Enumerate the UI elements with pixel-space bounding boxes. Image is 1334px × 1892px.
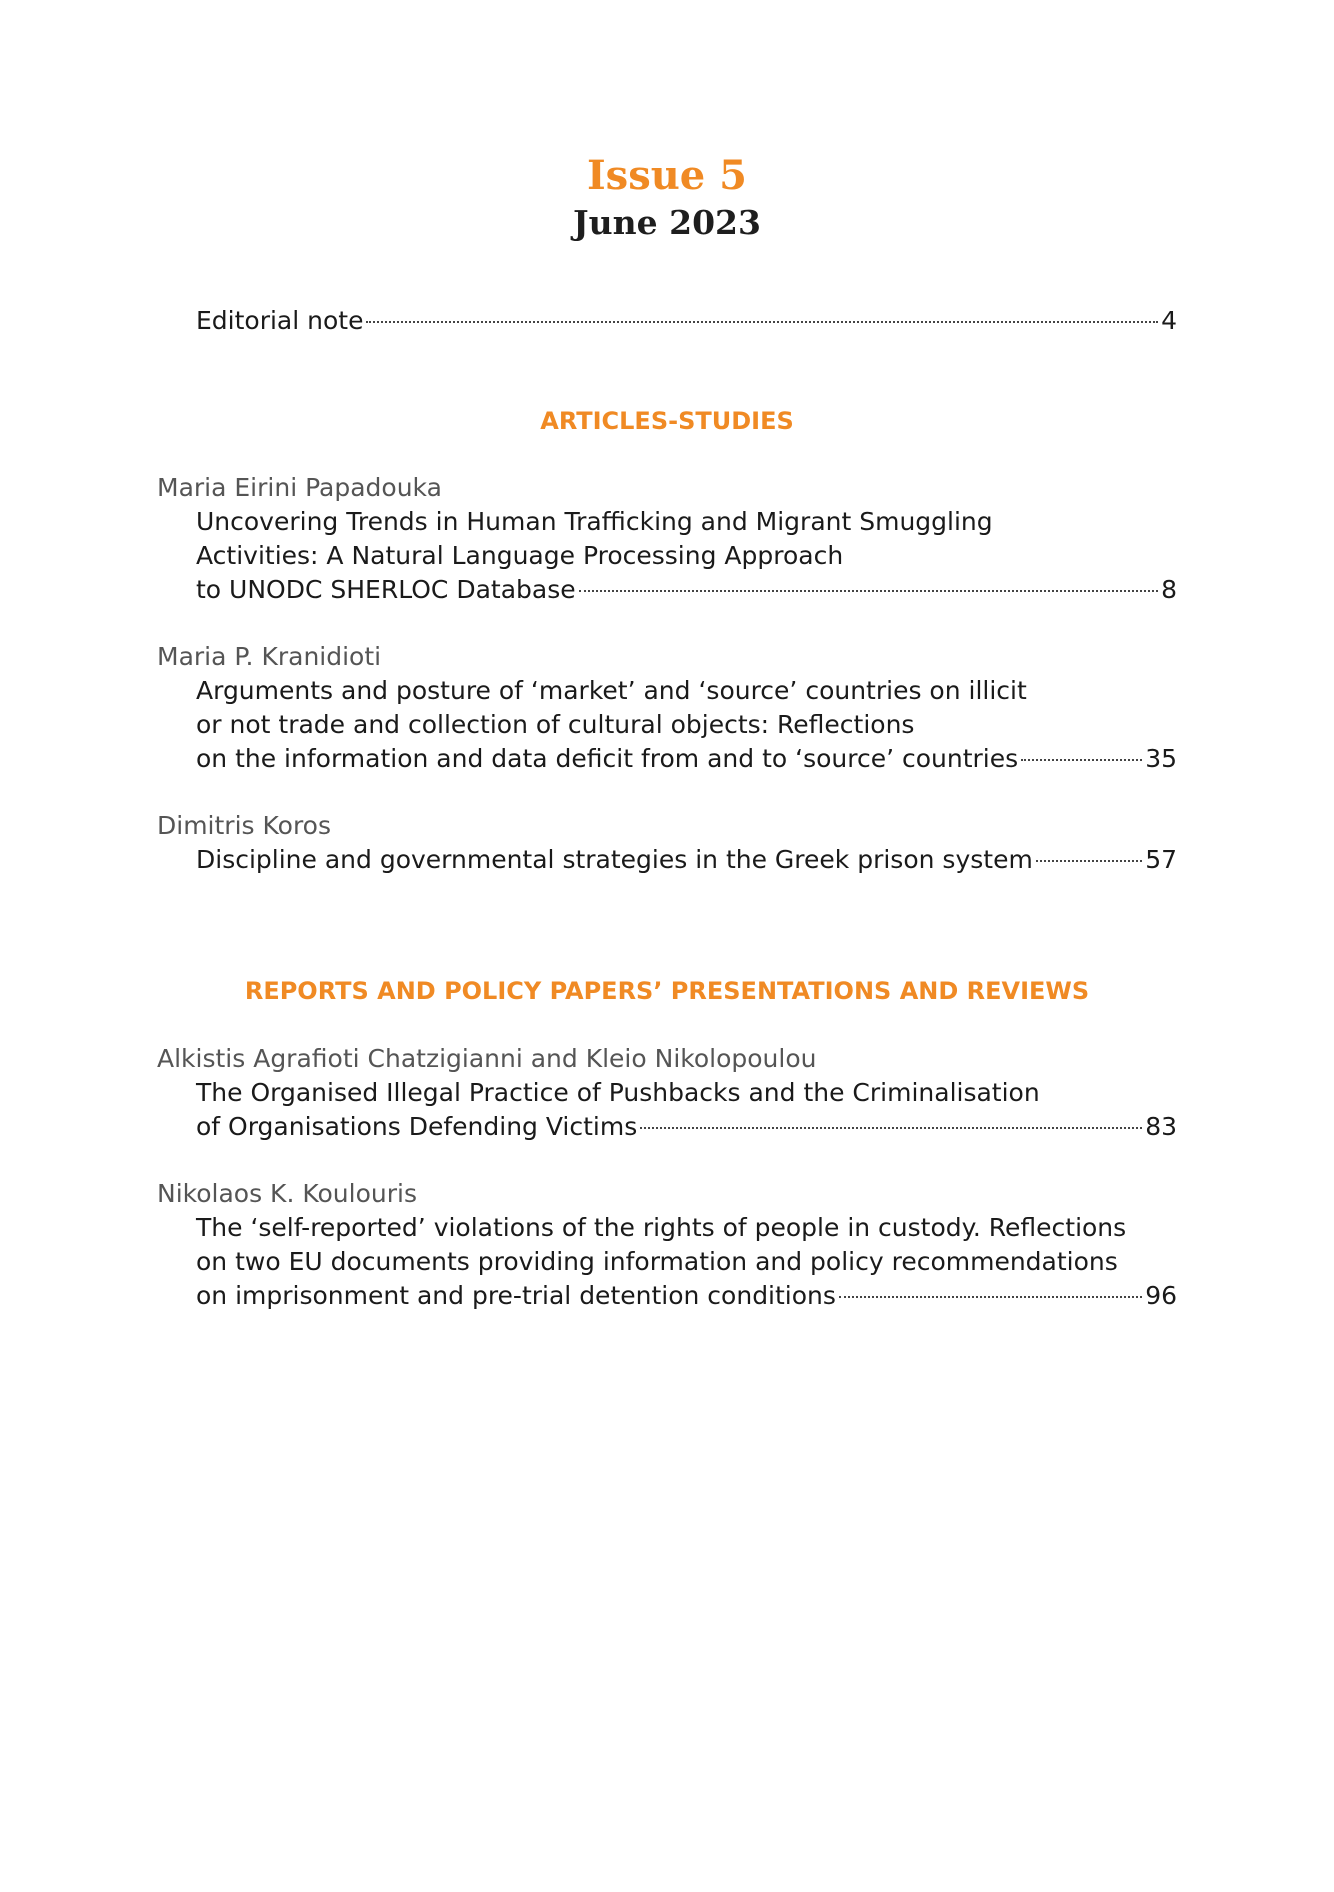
entry-title-line: to UNODC SHERLOC Database [196, 575, 576, 604]
toc-row [196, 843, 1177, 877]
page-number: 8 [1161, 575, 1177, 604]
page-number: 83 [1145, 1112, 1177, 1141]
toc-row [196, 1279, 1177, 1313]
dot-leader [839, 1296, 1142, 1298]
entry-title-line: Arguments and posture of ‘market’ and ‘source’ countries on illicit [196, 676, 1027, 705]
dot-leader [579, 590, 1158, 592]
toc-row-editorial [196, 304, 1177, 338]
entry-title-line: Uncovering Trends in Human Trafficking and Migrant Smuggling [196, 507, 993, 536]
entry-title-line: or not trade and collection of cultural objects: Reflections [196, 710, 915, 739]
page-number: 4 [1161, 306, 1177, 335]
page-number: 96 [1145, 1281, 1177, 1310]
entry-title-line: on the information and data deficit from and to ‘source’ countries [196, 744, 1019, 773]
entry-title-line: on imprisonment and pre-trial detention conditions [196, 1281, 836, 1310]
entry-author: Maria P. Kranidioti [157, 642, 382, 671]
toc-entry-title: Editorial note [196, 306, 364, 335]
entry-author: Alkistis Agrafioti Chatzigianni and Kleio Nikolopoulou [157, 1044, 817, 1073]
entry-author: Maria Eirini Papadouka [157, 473, 442, 502]
entry-title-line: Activities: A Natural Language Processing Approach [196, 541, 844, 570]
issue-date: June 2023 [573, 203, 761, 242]
dot-leader [640, 1127, 1142, 1129]
dot-leader [1036, 860, 1142, 862]
entry-author: Dimitris Koros [157, 811, 331, 840]
toc-row [196, 573, 1177, 607]
section-heading-articles: ARTICLES-STUDIES [540, 407, 794, 435]
entry-title-line: The ‘self-reported’ violations of the rights of people in custody. Reflections [196, 1213, 1127, 1242]
toc-row [196, 1110, 1177, 1144]
issue-title: Issue 5 [586, 152, 748, 199]
entry-title-line: The Organised Illegal Practice of Pushbacks and the Criminalisation [196, 1078, 1040, 1107]
entry-title-line: on two EU documents providing information and policy recommendations [196, 1247, 1118, 1276]
entry-title-line: of Organisations Defending Victims [196, 1112, 638, 1141]
dot-leader [366, 321, 1158, 323]
page-number: 35 [1145, 744, 1177, 773]
toc-row [196, 742, 1177, 776]
dot-leader [1021, 759, 1142, 761]
entry-title-line: Discipline and governmental strategies in the Greek prison system [196, 845, 1033, 874]
entry-author: Nikolaos K. Koulouris [157, 1179, 417, 1208]
page-number: 57 [1145, 845, 1177, 874]
section-heading-reports: REPORTS AND POLICY PAPERS’ PRESENTATIONS AND REVIEWS [244, 977, 1090, 1005]
